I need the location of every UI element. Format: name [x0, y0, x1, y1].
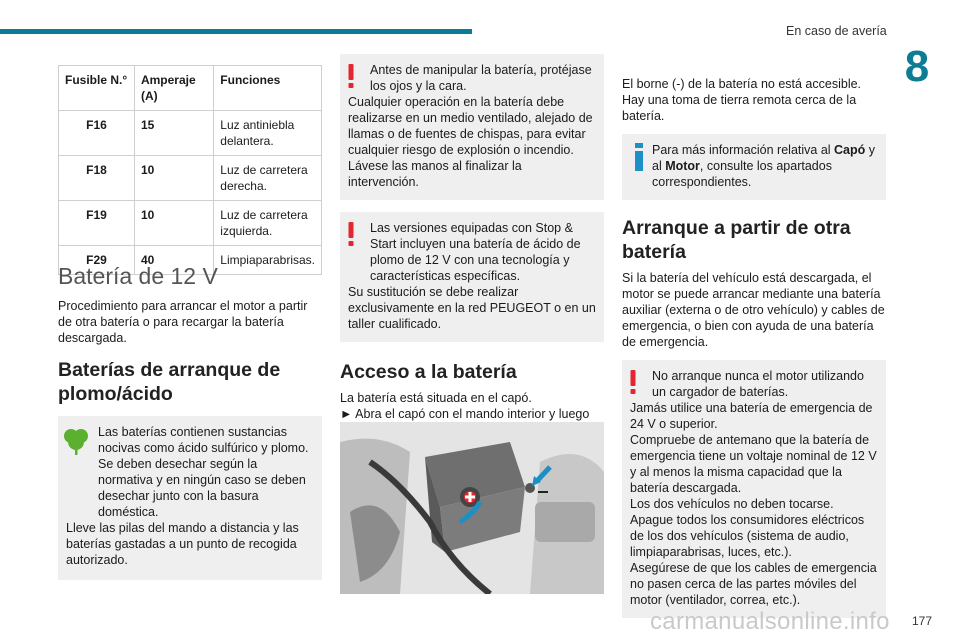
top-accent-bar	[0, 29, 472, 34]
fuse-number: F18	[59, 156, 135, 201]
subsection-heading: Acceso a la batería	[340, 361, 517, 383]
warning-text: Las versiones equipadas con Stop & Start incluyen una batería de ácido de plomo de 12 V con una tecnología y características específicas.	[370, 221, 581, 283]
table-header-row	[59, 66, 322, 111]
warning-box	[340, 54, 604, 200]
watermark: carmanualsonline.info	[650, 608, 890, 635]
table-header: Fusible N.°	[59, 66, 135, 111]
warning-icon	[346, 222, 356, 246]
chapter-number: 8	[904, 42, 930, 91]
fuse-function: Limpiaparabrisas.	[214, 246, 322, 275]
warning-text: Jamás utilice una batería de emergencia de 24 V o superior.	[630, 401, 873, 431]
subsection-heading: Arranque a partir de otra batería	[622, 217, 851, 263]
engine-illustration	[340, 422, 604, 594]
warning-icon	[346, 64, 356, 88]
warning-text: Antes de manipular la batería, protéjase los ojos y la cara.	[370, 63, 592, 93]
subsection-heading: Baterías de arranque de plomo/ácido	[58, 359, 281, 405]
warning-text: Asegúrese de que los cables de emergencia no pasen cerca de las partes móviles del motor (ventilador, correa, etc.).	[630, 561, 877, 607]
column-1	[58, 262, 322, 580]
fuse-function: Luz de carretera derecha.	[214, 156, 322, 201]
note-text: Lleve las pilas del mando a distancia y las baterías gastadas a un punto de recogida autorizado.	[66, 521, 299, 567]
fuse-amperage: 10	[134, 156, 213, 201]
info-icon	[632, 143, 646, 171]
step: ► Abra el capó con el mando interior y luego	[340, 407, 590, 421]
fuse-function: Luz de carretera izquierda.	[214, 201, 322, 246]
info-text: y al	[652, 143, 876, 173]
engine-battery-illustration	[340, 422, 604, 594]
warning-icon	[628, 370, 638, 394]
warning-text: Lávese las manos al finalizar la intervención.	[348, 159, 522, 189]
note-text: Las baterías contienen sustancias nocivas como ácido sulfúrico y plomo. Se deben desechar según la normativa y en ningún caso se deben desechar junto con la basura doméstica.	[98, 425, 309, 519]
page-number: 177	[912, 614, 933, 628]
info-bold: Motor	[665, 159, 700, 173]
paragraph: Hay una toma de tierra remota cerca de la batería.	[622, 93, 857, 123]
warning-text: Los dos vehículos no deben tocarse.	[630, 497, 834, 511]
section-title: En caso de avería	[786, 24, 887, 38]
fuse-number: F16	[59, 111, 135, 156]
table-header: Funciones	[214, 66, 322, 111]
fuse-function: Luz antiniebla delantera.	[214, 111, 322, 156]
info-text: Para más información relativa al	[652, 143, 835, 157]
column-2	[340, 54, 604, 454]
warning-text: Apague todos los consumidores eléctricos de los dos vehículos (sistema de audio, limpiaparabrisas, luces, etc.).	[630, 513, 865, 559]
info-bold: Capó	[834, 143, 866, 157]
paragraph: La batería está situada en el capó.	[340, 391, 532, 405]
info-text: , consulte los apartados correspondientes.	[652, 159, 832, 189]
section-heading: Batería de 12 V	[58, 263, 218, 289]
warning-text: No arranque nunca el motor utilizando un cargador de baterías.	[652, 369, 864, 399]
fuse-amperage: 15	[134, 111, 213, 156]
fuse-number: F29	[59, 246, 135, 275]
paragraph: El borne (-) de la batería no está accesible.	[622, 77, 862, 91]
intro-paragraph: Procedimiento para arrancar el motor a partir de otra batería o para recargar la batería descargada.	[58, 299, 308, 345]
warning-box	[340, 212, 604, 342]
eco-leaf-icon	[62, 426, 90, 456]
warning-box	[622, 360, 886, 618]
table-row	[59, 201, 322, 246]
fuse-number: F19	[59, 201, 135, 246]
warning-text: Cualquier operación en la batería debe realizarse en un medio ventilado, alejado de llamas o de fuentes de chispas, para evitar cualquier riesgo de explosión o incendio.	[348, 95, 593, 157]
fuse-table	[58, 65, 322, 275]
table-row	[59, 156, 322, 201]
fuse-amperage: 40	[134, 246, 213, 275]
warning-text: Su sustitución se debe realizar exclusivamente en la red PEUGEOT o en un taller cualificado.	[348, 285, 596, 331]
environment-note	[58, 416, 322, 580]
paragraph: Si la batería del vehículo está descargada, el motor se puede arrancar mediante una batería auxiliar (externa o de otro vehículo) y cables de emergencia, o bien con ayuda de una batería de emergencia.	[622, 271, 885, 349]
table-row	[59, 111, 322, 156]
info-box	[622, 134, 886, 200]
column-3	[622, 76, 886, 618]
warning-text: Compruebe de antemano que la batería de emergencia tiene un voltaje nominal de 12 V y al menos la misma capacidad que la batería descargada.	[630, 433, 877, 495]
fuse-amperage: 10	[134, 201, 213, 246]
table-header: Amperaje (A)	[134, 66, 213, 111]
